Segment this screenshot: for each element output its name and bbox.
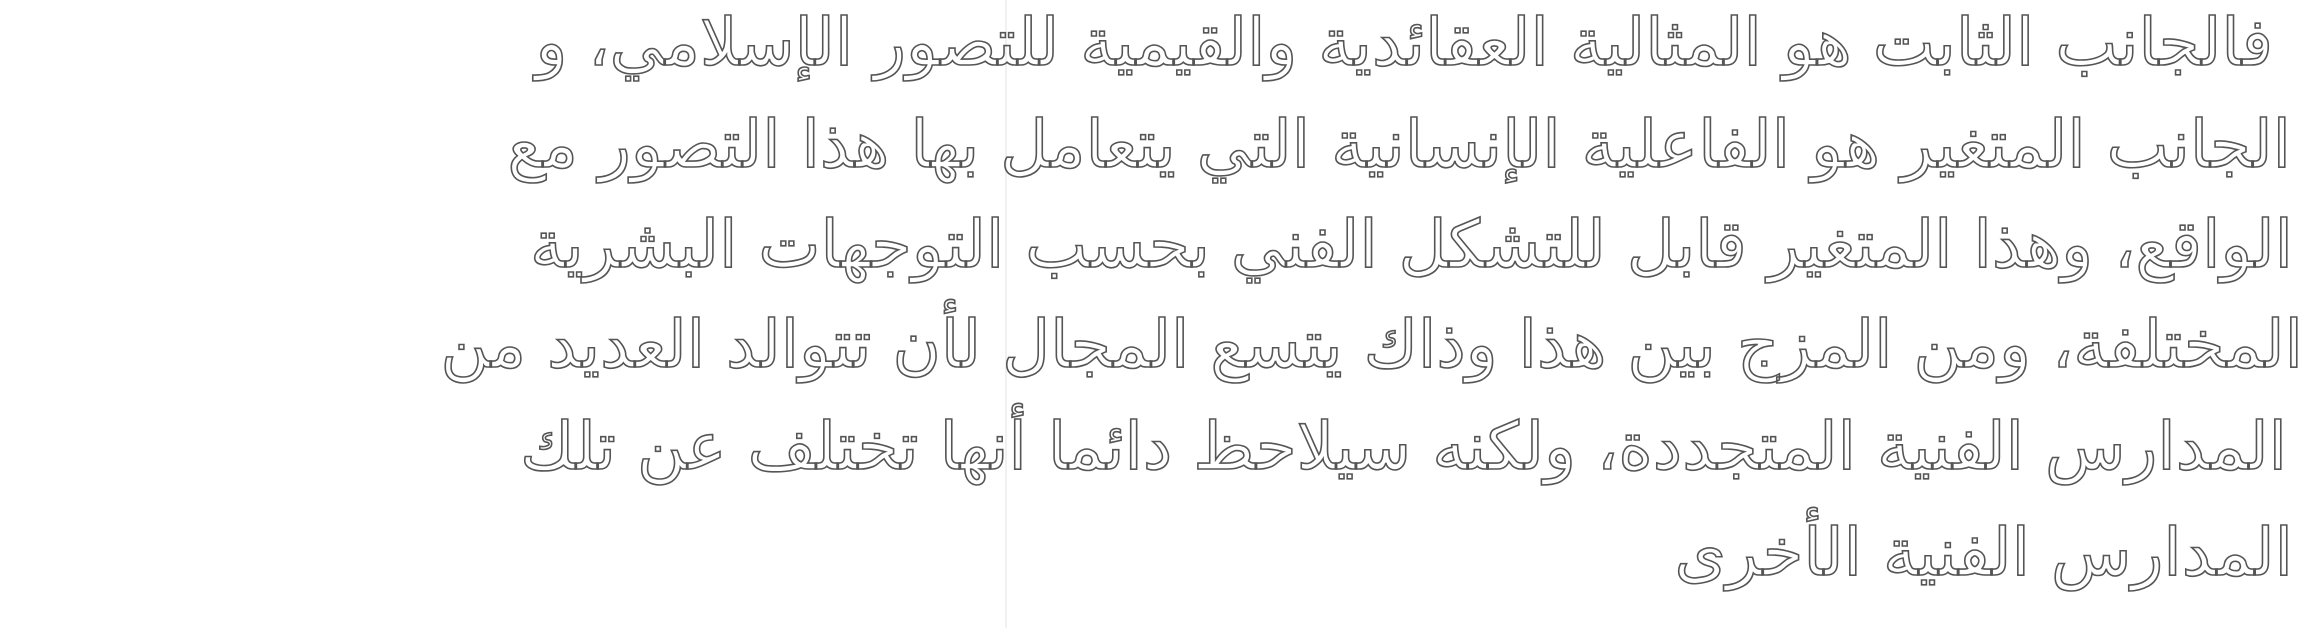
text-line-5: المدارس الفنية المتجددة، ولكنه سيلاحظ دائما أنها تختلف عن تلك bbox=[520, 408, 2287, 485]
text-line-4: المختلفة، ومن المزج بين هذا وذاك يتسع المجال لأن تتوالد العديد من bbox=[440, 306, 2303, 383]
text-line-1: فالجانب الثابت هو المثالية العقائدية والقيمية للتصور الإسلامي، و bbox=[535, 4, 2273, 81]
text-line-6: المدارس الفنية الأخرى bbox=[1674, 514, 2293, 591]
text-line-3: الواقع، وهذا المتغير قابل للتشكل الفني بحسب التوجهات البشرية bbox=[530, 206, 2293, 283]
text-line-2: الجانب المتغير هو الفاعلية الإنسانية التي يتعامل بها هذا التصور مع bbox=[507, 106, 2291, 183]
